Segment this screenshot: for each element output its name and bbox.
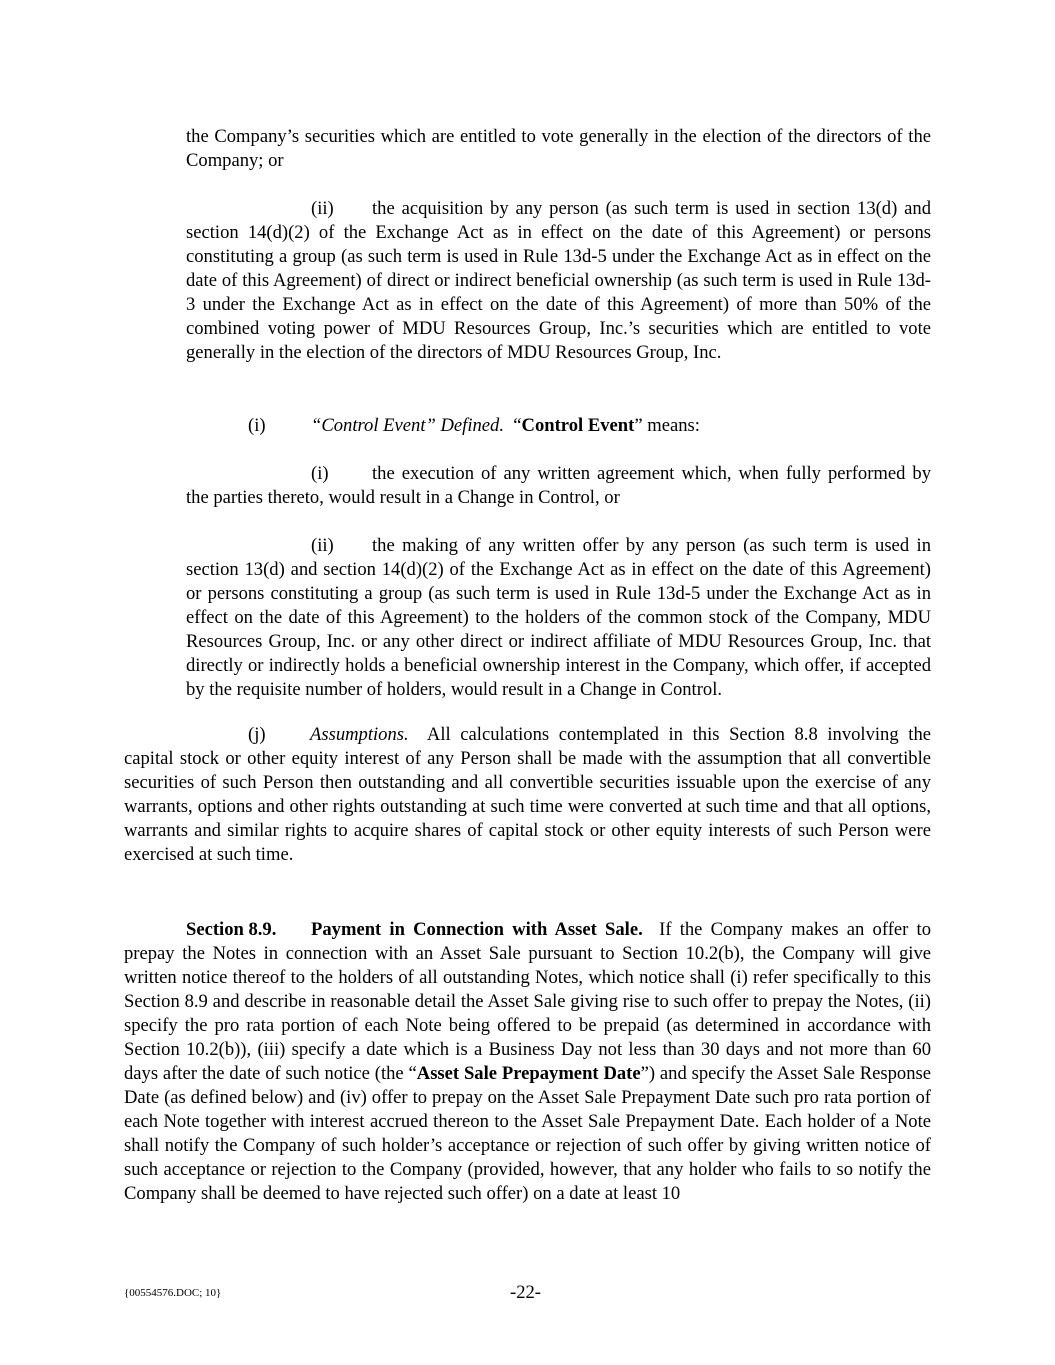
paragraph-continuation: the Company’s securities which are entitled to vote generally in the election of the directors of the Company; or <box>186 126 931 171</box>
paragraph-text: All calculations contemplated in this Section 8.8 involving the capital stock or other equity interest of any Person shall be made with the assumption that all convertible securities of such Person then outstanding and all convertible securities issuable upon the exercise of any warrants, options and other rights outstanding at such time were converted at such time and that all options, warrants and similar rights to acquire shares of capital stock or other equity interests of such Person were exercised at such time. <box>124 724 931 865</box>
paragraph-section-8-9 <box>124 918 931 1206</box>
section-title: “Control Event” Defined. <box>311 415 504 436</box>
footer-page-number: -22- <box>510 1282 541 1303</box>
footer-document-code: {00554576.DOC; 10} <box>124 1287 222 1299</box>
paragraph-text: ”) and specify the Asset Sale Response Date (as defined below) and (iv) offer to prepay on the Asset Sale Prepayment Date such pro rata portion of each Note together with interest accrued thereon to the Asset Sale Prepayment Date. Each holder of a Note shall notify the Company of such holder’s acceptance or rejection of such offer by giving written notice of such acceptance or rejection to the Company (provided, however, that any holder who fails to so notify the Company shall be deemed to have rejected such offer) on a date at least 10 <box>124 1063 931 1204</box>
item-number: (ii) <box>311 198 334 219</box>
defined-term: Asset Sale Prepayment Date <box>416 1063 641 1084</box>
section-number: (i) <box>248 415 266 436</box>
paragraph-text: the acquisition by any person (as such term is used in section 13(d) and section 14(d)(2) of the Exchange Act as in effect on the date of this Agreement) or persons constituting a group (as such term is used in Rule 13d-5 under the Exchange Act as in effect on the date of this Agreement) of direct or indirect beneficial ownership (as such term is used in Rule 13d-3 under the Exchange Act as in effect on the date of this Agreement) of more than 50% of the combined voting power of MDU Resources Group, Inc.’s securities which are entitled to vote generally in the election of the directors of MDU Resources Group, Inc. <box>186 198 931 363</box>
item-number: (i) <box>311 463 329 484</box>
section-i-heading: (i) “Control Event” Defined. “Control Event” means: <box>248 415 700 436</box>
section-title: Assumptions. <box>310 724 409 745</box>
section-title: Payment in Connection with Asset Sale. <box>311 919 643 940</box>
defined-term: Control Event <box>521 415 635 436</box>
section-number: (j) <box>248 724 266 745</box>
item-number: (ii) <box>311 535 334 556</box>
paragraph-text: If the Company makes an offer to prepay the Notes in connection with an Asset Sale pursuant to Section 10.2(b), the Company will give written notice thereof to the holders of all outstanding Notes, which notice shall (i) refer specifically to this Section 8.9 and describe in reasonable detail the Asset Sale giving rise to such offer to prepay the Notes, (ii) specify the pro rata portion of each Note being offered to be prepaid (as determined in accordance with Section 10.2(b)), (iii) specify a date which is a Business Day not less than 30 days and not more than 60 days after the date of such notice (the “ <box>124 919 931 1084</box>
paragraph-text: the making of any written offer by any person (as such term is used in section 13(d) and section 14(d)(2) of the Exchange Act as in effect on the date of this Agreement) or persons constituting a group (as such term is used in Rule 13d-5 under the Exchange Act as in effect on the date of this Agreement) to the holders of the common stock of the Company, MDU Resources Group, Inc. or any other direct or indirect affiliate of MDU Resources Group, Inc. that directly or indirectly holds a beneficial ownership interest in the Company, which offer, if accepted by the requisite number of holders, would result in a Change in Control. <box>186 535 931 700</box>
paragraph-section-j <box>124 723 931 867</box>
paragraph-i-i <box>186 462 931 510</box>
paragraph-h-ii <box>186 197 931 365</box>
paragraph-i-ii <box>186 534 931 702</box>
section-label: Section 8.9. <box>186 919 277 940</box>
paragraph-text: the execution of any written agreement which, when fully performed by the parties thereto, would result in a Change in Control, or <box>186 463 931 508</box>
